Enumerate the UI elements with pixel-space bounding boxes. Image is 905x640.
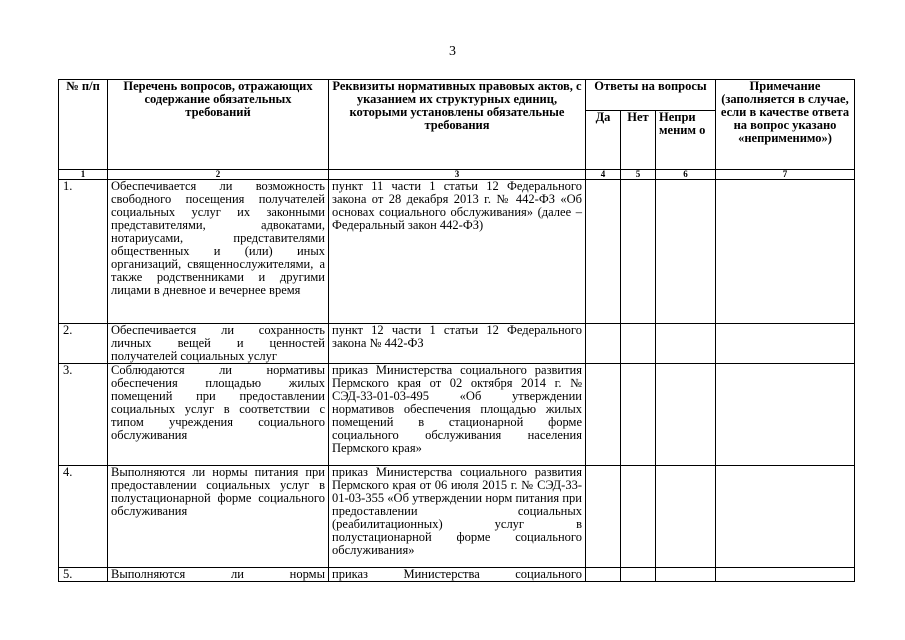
answer-no-cell[interactable] bbox=[621, 568, 656, 582]
page-number: 3 bbox=[449, 44, 456, 59]
answer-yes-cell[interactable] bbox=[586, 466, 621, 568]
note-cell[interactable] bbox=[716, 568, 855, 582]
col-num-6: 6 bbox=[656, 170, 716, 180]
answer-na-cell[interactable] bbox=[656, 364, 716, 466]
row-number: 5. bbox=[59, 568, 108, 582]
note-cell[interactable] bbox=[716, 364, 855, 466]
row-question: Выполняются ли нормы питания при предоставлении социальных услуг в полустационарной форме социального обслуживания bbox=[108, 466, 329, 568]
row-question: Обеспечивается ли сохранность личных вещей и ценностей получателей социальных услуг bbox=[108, 324, 329, 364]
table-row bbox=[59, 364, 855, 466]
answer-no-cell[interactable] bbox=[621, 324, 656, 364]
header-no: Нет bbox=[621, 111, 656, 170]
row-act: приказ Министерства социального развития Пермского края от 02 октября 2014 г. № СЭД-33-01-03-495 «Об утверждении нормативов обеспечения площадью жилых помещений в стационарной форме социального обслуживания населения Пермского края» bbox=[329, 364, 586, 466]
header-yes: Да bbox=[586, 111, 621, 170]
header-questions: Перечень вопросов, отражающих содержание обязательных требований bbox=[108, 80, 329, 170]
column-number-row bbox=[59, 170, 855, 180]
note-cell[interactable] bbox=[716, 466, 855, 568]
answer-yes-cell[interactable] bbox=[586, 324, 621, 364]
col-num-1: 1 bbox=[59, 170, 108, 180]
col-num-5: 5 bbox=[621, 170, 656, 180]
answer-yes-cell[interactable] bbox=[586, 364, 621, 466]
row-number: 1. bbox=[59, 180, 108, 324]
col-num-2: 2 bbox=[108, 170, 329, 180]
table-row bbox=[59, 324, 855, 364]
answer-yes-cell[interactable] bbox=[586, 568, 621, 582]
table-row bbox=[59, 180, 855, 324]
row-question: Выполняются ли нормы bbox=[108, 568, 329, 582]
header-na: Непри меним о bbox=[656, 111, 716, 170]
row-question: Соблюдаются ли нормативы обеспечения площадью жилых помещений при предоставлении социальных услуг в соответствии с типом учреждения социального обслуживания bbox=[108, 364, 329, 466]
note-cell[interactable] bbox=[716, 180, 855, 324]
header-note: Примечание (заполняется в случае, если в качестве ответа на вопрос указано «неприменимо») bbox=[716, 80, 855, 170]
answer-na-cell[interactable] bbox=[656, 568, 716, 582]
row-act: пункт 11 части 1 статьи 12 Федерального закона от 28 декабря 2013 г. № 442-ФЗ «Об основах социального обслуживания» (далее – Федеральный закон 442-ФЗ) bbox=[329, 180, 586, 324]
header-acts: Реквизиты нормативных правовых актов, с указанием их структурных единиц, которыми установлены обязательные требования bbox=[329, 80, 586, 170]
answer-yes-cell[interactable] bbox=[586, 180, 621, 324]
row-number: 3. bbox=[59, 364, 108, 466]
checklist-table bbox=[58, 79, 855, 582]
row-number: 2. bbox=[59, 324, 108, 364]
answer-na-cell[interactable] bbox=[656, 180, 716, 324]
answer-no-cell[interactable] bbox=[621, 180, 656, 324]
col-num-3: 3 bbox=[329, 170, 586, 180]
answer-na-cell[interactable] bbox=[656, 466, 716, 568]
header-row bbox=[59, 80, 855, 111]
row-act: приказ Министерства социального развития Пермского края от 06 июля 2015 г. № СЭД-33-01-03-355 «Об утверждении норм питания при предоставлении социальных (реабилитационных) услуг в полустационарной форме социального обслуживания» bbox=[329, 466, 586, 568]
table-row bbox=[59, 466, 855, 568]
row-act: приказ Министерства социального bbox=[329, 568, 586, 582]
header-answers: Ответы на вопросы bbox=[586, 80, 716, 111]
col-num-4: 4 bbox=[586, 170, 621, 180]
answer-no-cell[interactable] bbox=[621, 364, 656, 466]
row-question: Обеспечивается ли возможность свободного посещения получателей социальных услуг их законными представителями, адвокатами, нотариусами, представителями общественных и (или) иных организаций, священнослужителями, а также родственниками и другими лицами в дневное и вечернее время bbox=[108, 180, 329, 324]
note-cell[interactable] bbox=[716, 324, 855, 364]
answer-no-cell[interactable] bbox=[621, 466, 656, 568]
table-row bbox=[59, 568, 855, 582]
answer-na-cell[interactable] bbox=[656, 324, 716, 364]
row-act: пункт 12 части 1 статьи 12 Федерального закона № 442-ФЗ bbox=[329, 324, 586, 364]
row-number: 4. bbox=[59, 466, 108, 568]
col-num-7: 7 bbox=[716, 170, 855, 180]
header-num: № п/п bbox=[59, 80, 108, 170]
